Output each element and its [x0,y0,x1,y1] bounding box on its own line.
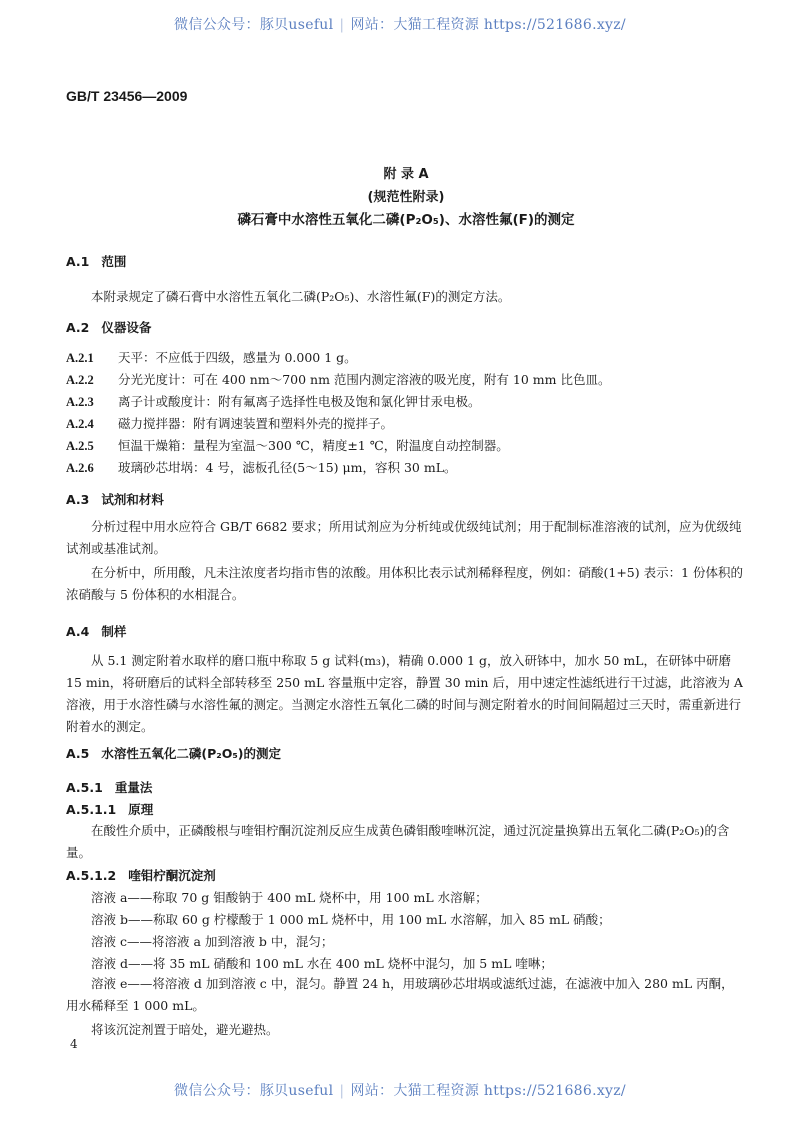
solution-line-e: 溶液 e——将溶液 d 加到溶液 c 中，混匀。静置 24 h，用玻璃砂芯坩埚或滤纸过滤，在滤液中加入 280 mL 丙酮，用水稀释至 1 000 mL。 [66,976,734,1013]
watermark-top [0,14,800,34]
section-a1-heading: A.1 范围 [66,254,127,269]
section-a511-text: 在酸性介质中，正磷酸根与喹钼柠酮沉淀剂反应生成黄色磷钼酸喹啉沉淀，通过沉淀量换算出五氧化二磷(P₂O₅)的含量。 [66,823,730,860]
annex-heading: 磷石膏中水溶性五氧化二磷(P₂O₅)、水溶性氟(F)的测定 [237,212,575,228]
storage-note: 将该沉淀剂置于暗处，避光避热。 [91,1022,279,1037]
watermark-wechat: 微信公众号：豚贝useful [174,17,334,33]
solution-line: 溶液 d——将 35 mL 硝酸和 100 mL 水在 400 mL 烧杯中混匀，加 5 mL 喹啉； [91,956,553,971]
section-a3-para-1: 分析过程中用水应符合 GB/T 6682 要求；所用试剂应为分析纯或优级纯试剂；用于配制标准溶液的试剂，应为优级纯试剂或基准试剂。 [66,519,742,556]
equipment-item: A.2.6 玻璃砂芯坩埚：4 号，滤板孔径(5～15) μm，容积 30 mL。 [66,460,457,475]
section-a3-para-2: 在分析中，所用酸，凡未注浓度者均指市售的浓酸。用体积比表示试剂稀释程度，例如：硝酸(1+5) 表示：1 份体积的浓硝酸与 5 份体积的水相混合。 [66,565,744,602]
standard-code: GB/T 23456—2009 [66,88,188,104]
watermark-website: 网站：大猫工程资源 https://521686.xyz/ [350,17,626,33]
equipment-item: A.2.5 恒温干燥箱：量程为室温～300 ℃，精度±1 ℃，附温度自动控制器。 [66,438,509,453]
equipment-item: A.2.3 离子计或酸度计：附有氟离子选择性电极及饱和氯化钾甘汞电极。 [66,394,481,409]
section-a511-heading: A.5.1.1 原理 [66,802,154,817]
solution-line: 溶液 c——将溶液 a 加到溶液 b 中，混匀； [91,934,334,949]
watermark-separator: | [339,1083,345,1099]
annex-title: 附 录 A [383,167,429,182]
section-a4-heading: A.4 制样 [66,624,127,639]
annex-subtitle: (规范性附录) [367,190,445,205]
section-a1-text: 本附录规定了磷石膏中水溶性五氧化二磷(P₂O₅)、水溶性氟(F)的测定方法。 [91,289,511,304]
solution-line: 溶液 b——称取 60 g 柠檬酸于 1 000 mL 烧杯中，用 100 mL 水溶解，加入 85 mL 硝酸； [91,912,611,927]
page-number: 4 [70,1037,78,1051]
section-a51-heading: A.5.1 重量法 [66,780,153,795]
section-a3-heading: A.3 试剂和材料 [66,492,164,507]
section-a512-heading: A.5.1.2 喹钼柠酮沉淀剂 [66,868,216,883]
watermark-website: 网站：大猫工程资源 https://521686.xyz/ [350,1083,626,1099]
equipment-item: A.2.2 分光光度计：可在 400 nm～700 nm 范围内测定溶液的吸光度，附有 10 mm 比色皿。 [66,372,611,387]
watermark-wechat: 微信公众号：豚贝useful [174,1083,334,1099]
section-a4-para: 从 5.1 测定附着水取样的磨口瓶中称取 5 g 试料(m₃)，精确 0.000 1 g，放入研钵中，加水 50 mL，在研钵中研磨 15 min，将研磨后的试料全部转移至 250 mL 容量瓶中定容，静置 30 min 后，用中速定性滤纸进行干过滤，此溶液为 A 溶液，用于水溶性磷与水溶性氟的测定。当测定水溶性五氧化二磷的时间与测定附着水的时间间隔超过三天时，需重新进行附着水的测定。 [66,653,743,734]
solution-line: 溶液 a——称取 70 g 钼酸钠于 400 mL 烧杯中，用 100 mL 水溶解； [91,890,488,905]
equipment-item: A.2.1 天平：不应低于四级，感量为 0.000 1 g。 [66,350,357,365]
section-a2-heading: A.2 仪器设备 [66,320,152,335]
section-a5-heading: A.5 水溶性五氧化二磷(P₂O₅)的测定 [66,746,282,761]
watermark-bottom [0,1080,800,1100]
watermark-separator: | [339,17,345,33]
equipment-item: A.2.4 磁力搅拌器：附有调速装置和塑料外壳的搅拌子。 [66,416,394,431]
